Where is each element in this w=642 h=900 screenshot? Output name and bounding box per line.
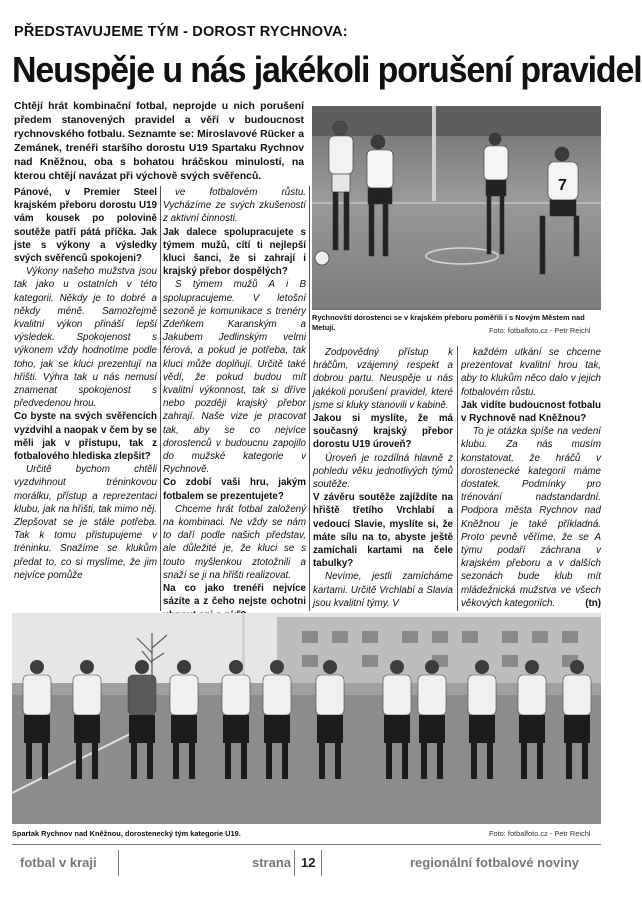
question: Co byste na svých svěřencích vyzdvihl a naopak v čem by se měli jak v přístupu, tak z fotbalového hlediska zlepšit? <box>14 411 157 463</box>
lead-paragraph: Chtějí hrát kombinační fotbal, neprojde u nich porušení předem stanovených pravidel a věří v budoucnost rychnovského fotbalu. Seznamte se: Miroslavové Rücker a Zemánek, trenéři staršího dorostu U19 Spartaku Rychnov nad Kněžnou, oba s bohatou hráčskou minulostí, na kterou chtějí navázat při výchově svých svěřenců. <box>14 101 304 182</box>
photo-credit: Foto: fotbalfoto.cz - Petr Reichl <box>489 326 591 335</box>
question: Jakou si myslíte, že má současný krajský přebor dorostu U19 úroveň? <box>313 413 453 451</box>
column-rule <box>160 186 161 611</box>
question: Co zdobí vaši hru, jakým fotbalem se prezentujete? <box>163 477 306 502</box>
footer-rule <box>12 844 601 845</box>
caption-match-photo: Rychnovští dorostenci se v krajském přeboru poměřili i s Novým Městem nad Metují. <box>312 313 585 332</box>
column-rule <box>457 346 458 611</box>
team-player-figure <box>418 660 446 779</box>
team-player-figure <box>383 660 411 779</box>
answer: každém utkání se chceme prezentovat kvalitní hrou tak, aby to klukům něco dalo v jejich fotbalovém růstu. <box>461 347 601 398</box>
kicker: PŘEDSTAVUJEME TÝM - DOROST RYCHNOVA: <box>14 24 348 40</box>
answer: Chceme hrát fotbal založený na kombinaci. Ne vždy se nám to daří podle našich představ, ale důležité je, že kluci se s touto myšlenkou ztotožnili a snaží se ji na hřišti realizovat. <box>163 503 306 581</box>
answer: To je otázka spíše na vedení klubu. Za nás musím konstatovat, že hráčů v dorostenecké kategorii máme dostatek. Podmínky pro trénování nadstandardní. Podpora města Rychnov nad Kněžnou je také příkladná. Proto pevně věříme, že se A týmu podaří záchrana v krajském přeboru a v dalších sezonách bude klub mít mládežnická mužstva ve všech věkových kategoriích. <box>461 426 601 609</box>
question: V závěru soutěže zajíždíte na hřiště třetího Vrchlabí a vedoucí Slavie, myslíte si, že máte sílu na to, abyste ještě zamíchali kartami na čele tabulky? <box>313 492 453 570</box>
article-column-2 <box>163 186 306 611</box>
team-player-figure <box>222 660 250 779</box>
team-player-figure <box>170 660 198 779</box>
answer: Úroveň je rozdílná hlavně z pohledu věku jednotlivých týmů soutěže. <box>313 452 453 491</box>
question: Pánové, v Premier Steel krajském přeboru dorostu U19 vám kousek po polovině soutěže patří pátá příčka. Jak jste s výkony a výsledky svých svěřenců spokojeni? <box>14 187 157 265</box>
team-player-figure <box>128 660 156 779</box>
team-player-figure <box>468 660 496 779</box>
jersey-number: 7 <box>558 177 567 194</box>
footer-divider <box>294 850 295 876</box>
answer: Určitě bychom chtěli vyzdvihnout tréninkovou morálku, přístup a reprezentaci klubu, jak na hřišti, tak mimo něj. Zlepšovat se je stále potřeba. Tak k tomu přistupujeme v tréninku. Snažíme se klukům předat to, co si myslíme, že jim nejvíce pomůže <box>14 464 157 581</box>
answer: Nevíme, jestli zamícháme kartami. Určitě Vrchlabí a Slavia jsou kvalitní týmy. V <box>313 571 453 609</box>
footer-section-label: fotbal v kraji <box>20 855 97 870</box>
team-player-figure <box>563 660 591 779</box>
footer-divider <box>118 850 119 876</box>
headline: Neuspěje u nás jakékoli porušení pravidel <box>12 49 642 90</box>
footer-page-label: strana <box>252 855 292 870</box>
page-number: 12 <box>301 855 316 870</box>
team-player-figure <box>316 660 344 779</box>
team-players-layer <box>12 613 601 824</box>
caption-team-photo: Spartak Rychnov nad Kněžnou, dorostenecký tým kategorie U19. <box>12 829 241 838</box>
question: Jak dalece spolupracujete s týmem mužů, cítí ti nejlepší kluci šanci, že si zahrají i krajský přebor dospělých? <box>163 226 306 278</box>
team-player-figure <box>73 660 101 779</box>
photo-credit: Foto: fotbalfoto.cz - Petr Reichl <box>489 829 591 838</box>
match-photo <box>312 106 601 310</box>
team-player-figure <box>518 660 546 779</box>
answer: ve fotbalovém růstu. Vycházíme ze svých zkušeností z aktivní činnosti. <box>163 187 306 225</box>
article-column-4 <box>461 346 601 611</box>
team-player-figure <box>23 660 51 779</box>
question: Jak vidíte budoucnost fotbalu v Rychnově nad Kněžnou? <box>461 399 601 425</box>
footer-divider <box>321 850 322 876</box>
question: Na co jako trenéři nejvíce sázíte a z čeho nejste ochotni <box>163 583 306 608</box>
answer: Výkony našeho mužstva jsou tak jako u ostatních v této kategorii. Někdy je to dobré a někdy méně. Samozřejmě kvalitní výkon přináší lepší výsledek. Spokojenost s výkonem vždy hodnotíme podle toho, jak se kluci prezentují na hřišti. Výhra tak u nás nemusí znamenat spokojenost s předvedenou hrou. <box>14 266 157 410</box>
answer: S týmem mužů A i B spolupracujeme. V letošní sezoně je komunikace s trenéry Zdeňkem Karanským a Jakubem Jedlinským velmi férová, a pokud je potřeba, tak kluci může doplňují. Určitě také vědí, že pokud budou mít kvalitní výkonnost, tak si dříve nebo později krajský přebor zahrají. Naše vize je pracovat tak, aby se co nejvíce dorostenců v budoucnu zapojilo do mužské kategorie v Rychnově. <box>163 279 306 476</box>
team-player-figure <box>263 660 291 779</box>
article-column-1 <box>14 186 157 611</box>
answer: Zodpovědný přístup k hráčům, vzájemný respekt a dobrou partu. Neuspěje u nás jakékoli porušení pravidel, které jsme si kluky stanovili v kabině. <box>313 347 453 411</box>
column-rule <box>309 186 310 611</box>
author-signature: (tn) <box>585 598 601 610</box>
article-column-3 <box>313 346 453 611</box>
footer-publication-name: regionální fotbalové noviny <box>410 855 580 870</box>
